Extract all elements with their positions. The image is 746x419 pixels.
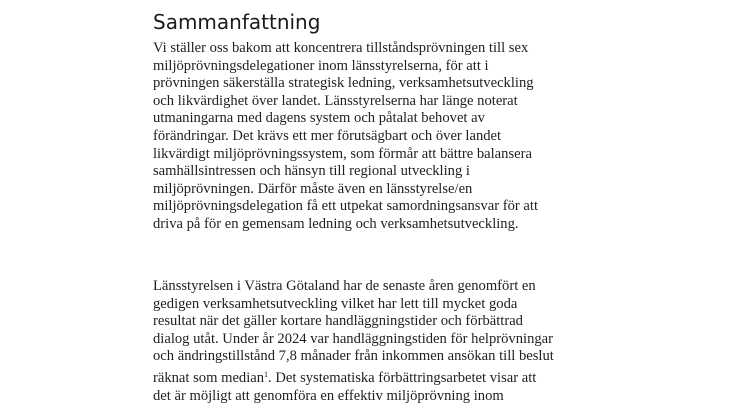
text-line: utmaningarna med dagens system och påtalat behovet av [153, 110, 485, 127]
text-line: dialog utåt. Under år 2024 var handläggningstiden för helprövningar [153, 330, 554, 347]
text-segment: . Det systematiska förbättringsarbetet visar att [268, 369, 537, 386]
text-line: driva på för en gemensam ledning och verksamhetsutveckling. [153, 215, 519, 232]
text-line: miljöprövningsdelegationer inom länsstyrelserna, för att i [153, 57, 489, 74]
text-line: likvärdigt miljöprövningssystem, som förmår att bättre balansera [153, 145, 532, 162]
paragraph-1 [153, 40, 538, 234]
text-line: det är möjligt att genomföra en effektiv miljöprövning inom [153, 387, 504, 404]
text-line: Länsstyrelsen i Västra Götaland har de senaste åren genomfört en [153, 278, 536, 294]
text-line: Vi ställer oss bakom att koncentrera tillståndsprövningen till sex [153, 40, 529, 56]
section-heading: Sammanfattning [153, 10, 321, 34]
text-line: och ändringstillstånd 7,8 månader från inkommen ansökan till beslut [153, 348, 554, 365]
text-line: resultat när det gäller kortare handläggningstider och förbättrad [153, 313, 523, 330]
text-line: gedigen verksamhetsutveckling vilket har lett till mycket goda [153, 295, 518, 312]
paragraph-2 [153, 278, 554, 405]
text-line: miljöprövningsdelegation få ett utpekat samordningsansvar för att [153, 198, 539, 215]
text-line: förändringar. Det krävs ett mer förutsägbart och över landet [153, 127, 502, 144]
text-line: prövningen säkerställa strategisk ledning, verksamhetsutveckling [153, 75, 534, 92]
text-line: miljöprövningen. Därför måste även en länsstyrelse/en [153, 180, 473, 197]
footnote-reference[interactable]: 1 [264, 369, 269, 379]
text-line-with-footnote [153, 366, 554, 388]
text-line: samhällsintressen och hänsyn till regional utveckling i [153, 163, 470, 180]
text-segment: räknat som median [153, 369, 265, 386]
text-line: och likvärdighet över landet. Länsstyrelserna har länge noterat [153, 92, 518, 109]
